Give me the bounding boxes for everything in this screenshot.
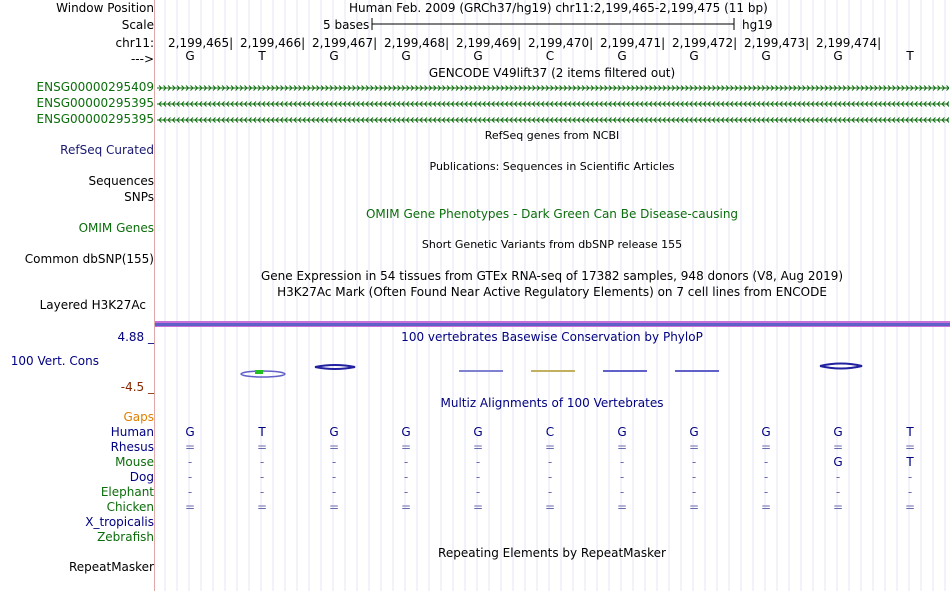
base-letter: T: [258, 49, 266, 63]
phylop-logo-3: [459, 370, 503, 372]
alignment-base: -: [331, 470, 337, 484]
alignment-base: =: [472, 440, 484, 454]
alignment-base: -: [331, 485, 337, 499]
alignment-base: G: [689, 425, 699, 439]
alignment-base: T: [906, 455, 914, 469]
alignment-base: -: [187, 455, 193, 469]
alignment-base: G: [617, 425, 627, 439]
gene-track-row[interactable]: [157, 86, 949, 91]
alignment-base: G: [833, 425, 843, 439]
track-labels-panel: [0, 0, 154, 591]
window-position-value: Human Feb. 2009 (GRCh37/hg19) chr11:2,199,465-2,199,475 (11 bp): [349, 1, 768, 15]
phylop-logo-5: [603, 370, 647, 372]
phylop-logo-6: [675, 370, 719, 372]
alignment-base: -: [691, 455, 697, 469]
alignment-base: -: [475, 455, 481, 469]
base-letter: G: [617, 49, 627, 63]
alignment-base: =: [328, 500, 340, 514]
multiz-title: Multiz Alignments of 100 Vertebrates: [440, 396, 664, 410]
alignment-base: G: [473, 425, 483, 439]
species-label[interactable]: Rhesus: [110, 440, 154, 454]
alignment-base: -: [691, 470, 697, 484]
alignment-base: =: [184, 500, 196, 514]
repeatmasker-title: Repeating Elements by RepeatMasker: [438, 546, 666, 560]
alignment-base: -: [403, 485, 409, 499]
alignment-base: -: [547, 455, 553, 469]
alignment-base: =: [616, 500, 628, 514]
h3k27-title: H3K27Ac Mark (Often Found Near Active Regulatory Elements) on 7 cell lines from ENCODE: [277, 285, 827, 299]
scale-label: Scale: [121, 18, 154, 32]
alignment-base: =: [544, 440, 556, 454]
scale-bar: [370, 16, 736, 32]
alignment-base: -: [403, 470, 409, 484]
alignment-base: =: [616, 440, 628, 454]
alignment-base: -: [691, 485, 697, 499]
gencode-title: GENCODE V49lift37 (2 items filtered out): [428, 66, 676, 80]
gene-label-2[interactable]: ENSG00000295395: [36, 96, 154, 110]
species-label[interactable]: Chicken: [106, 500, 154, 514]
repeatmasker-label[interactable]: RepeatMasker: [68, 560, 154, 574]
alignment-base: -: [547, 485, 553, 499]
alignment-base: =: [256, 440, 268, 454]
alignment-base: -: [835, 470, 841, 484]
base-letter: G: [689, 49, 699, 63]
alignment-base: -: [259, 470, 265, 484]
species-label[interactable]: X_tropicalis: [85, 515, 154, 529]
phylop-logo-4: [531, 370, 575, 372]
base-letter: G: [401, 49, 411, 63]
alignment-base: =: [760, 440, 772, 454]
sequences-label[interactable]: Sequences: [88, 174, 154, 188]
alignment-base: -: [187, 470, 193, 484]
ruler-position: 2,199,473|: [744, 36, 810, 50]
alignment-base: -: [619, 455, 625, 469]
species-label[interactable]: Zebrafish: [97, 530, 154, 544]
species-label[interactable]: Elephant: [100, 485, 154, 499]
omim-label[interactable]: OMIM Genes: [78, 221, 154, 235]
phylop-logo-2: [315, 365, 355, 369]
alignment-base: -: [619, 485, 625, 499]
species-label[interactable]: Human: [110, 425, 154, 439]
window-position-label: Window Position: [56, 1, 154, 15]
refseq-title: RefSeq genes from NCBI: [484, 129, 620, 142]
chrom-label: chr11:: [115, 36, 154, 50]
phylop-label[interactable]: 100 Vert. Cons: [10, 354, 99, 368]
alignment-base: =: [328, 440, 340, 454]
alignment-base: -: [403, 455, 409, 469]
base-letter: G: [185, 49, 195, 63]
snps-label[interactable]: SNPs: [124, 190, 154, 204]
alignment-base: -: [763, 470, 769, 484]
alignment-base: =: [832, 440, 844, 454]
alignment-base: C: [545, 425, 555, 439]
alignment-base: -: [763, 485, 769, 499]
alignment-base: -: [763, 455, 769, 469]
ruler-position: 2,199,467|: [312, 36, 378, 50]
alignment-base: T: [258, 425, 266, 439]
ruler-position: 2,199,472|: [672, 36, 738, 50]
gene-track-row[interactable]: [157, 118, 949, 123]
dbsnp-label[interactable]: Common dbSNP(155): [24, 252, 154, 266]
alignment-base: =: [400, 500, 412, 514]
strand-label: --->: [130, 52, 154, 66]
alignment-base: -: [547, 470, 553, 484]
base-letter: T: [906, 49, 914, 63]
species-label[interactable]: Dog: [129, 470, 154, 484]
species-label[interactable]: Mouse: [115, 455, 154, 469]
base-letter: G: [473, 49, 483, 63]
phylop-logo-7: [820, 364, 862, 369]
alignment-base: G: [833, 455, 843, 469]
dbsnp-title: Short Genetic Variants from dbSNP release 155: [421, 238, 683, 251]
phylop-logo-1: [241, 370, 285, 377]
alignment-base: -: [331, 455, 337, 469]
alignment-base: -: [907, 470, 913, 484]
ruler-position: 2,199,474|: [816, 36, 882, 50]
alignment-base: =: [184, 440, 196, 454]
assembly-label: hg19: [742, 18, 773, 32]
base-letter: G: [761, 49, 771, 63]
publications-title: Publications: Sequences in Scientific Articles: [429, 160, 675, 173]
gaps-label[interactable]: Gaps: [123, 410, 154, 424]
alignment-base: G: [329, 425, 339, 439]
alignment-base: =: [688, 440, 700, 454]
alignment-base: -: [619, 470, 625, 484]
alignment-base: G: [401, 425, 411, 439]
gencode-gene-tracks[interactable]: [157, 82, 949, 126]
ruler-position: 2,199,470|: [528, 36, 594, 50]
alignment-base: =: [472, 500, 484, 514]
phylop-max-label: 4.88 _: [117, 330, 154, 344]
gene-label-3[interactable]: ENSG00000295395: [36, 112, 154, 126]
alignment-base: -: [835, 485, 841, 499]
alignment-base: =: [544, 500, 556, 514]
base-letter: G: [833, 49, 843, 63]
phylop-min-label: -4.5 _: [120, 380, 154, 394]
alignment-base: -: [475, 485, 481, 499]
base-letter: G: [329, 49, 339, 63]
h3k27-label[interactable]: Layered H3K27Ac: [39, 298, 146, 312]
alignment-base: =: [760, 500, 772, 514]
alignment-base: =: [832, 500, 844, 514]
alignment-base: T: [906, 425, 914, 439]
alignment-base: G: [761, 425, 771, 439]
alignment-base: -: [187, 485, 193, 499]
alignment-base: -: [259, 455, 265, 469]
alignment-base: =: [904, 440, 916, 454]
base-letter: C: [545, 49, 555, 63]
gtex-title: Gene Expression in 54 tissues from GTEx RNA-seq of 17382 samples, 948 donors (V8, Aug 2019): [260, 269, 844, 283]
gene-label-1[interactable]: ENSG00000295409: [36, 80, 154, 94]
alignment-base: -: [259, 485, 265, 499]
alignment-base: =: [400, 440, 412, 454]
scale-text: 5 bases: [323, 18, 370, 32]
alignment-base: =: [904, 500, 916, 514]
ruler-position: 2,199,471|: [600, 36, 666, 50]
ruler-position: 2,199,466|: [240, 36, 306, 50]
alignment-base: G: [185, 425, 195, 439]
ruler-position: 2,199,468|: [384, 36, 450, 50]
alignment-base: =: [688, 500, 700, 514]
ruler-position: 2,199,469|: [456, 36, 522, 50]
alignment-base: =: [256, 500, 268, 514]
label-separator: [154, 0, 155, 591]
alignment-base: -: [475, 470, 481, 484]
phylop-signal: [155, 355, 950, 385]
gene-track-row[interactable]: [157, 102, 949, 107]
base-sequence: [0, 49, 950, 63]
refseq-label[interactable]: RefSeq Curated: [60, 143, 154, 157]
phylop-title: 100 vertebrates Basewise Conservation by PhyloP: [401, 330, 703, 344]
ruler-position: 2,199,465|: [168, 36, 234, 50]
h3k27-band-bottom: [155, 326, 950, 327]
omim-title: OMIM Gene Phenotypes - Dark Green Can Be Disease-causing: [365, 207, 739, 221]
alignment-base: -: [907, 485, 913, 499]
